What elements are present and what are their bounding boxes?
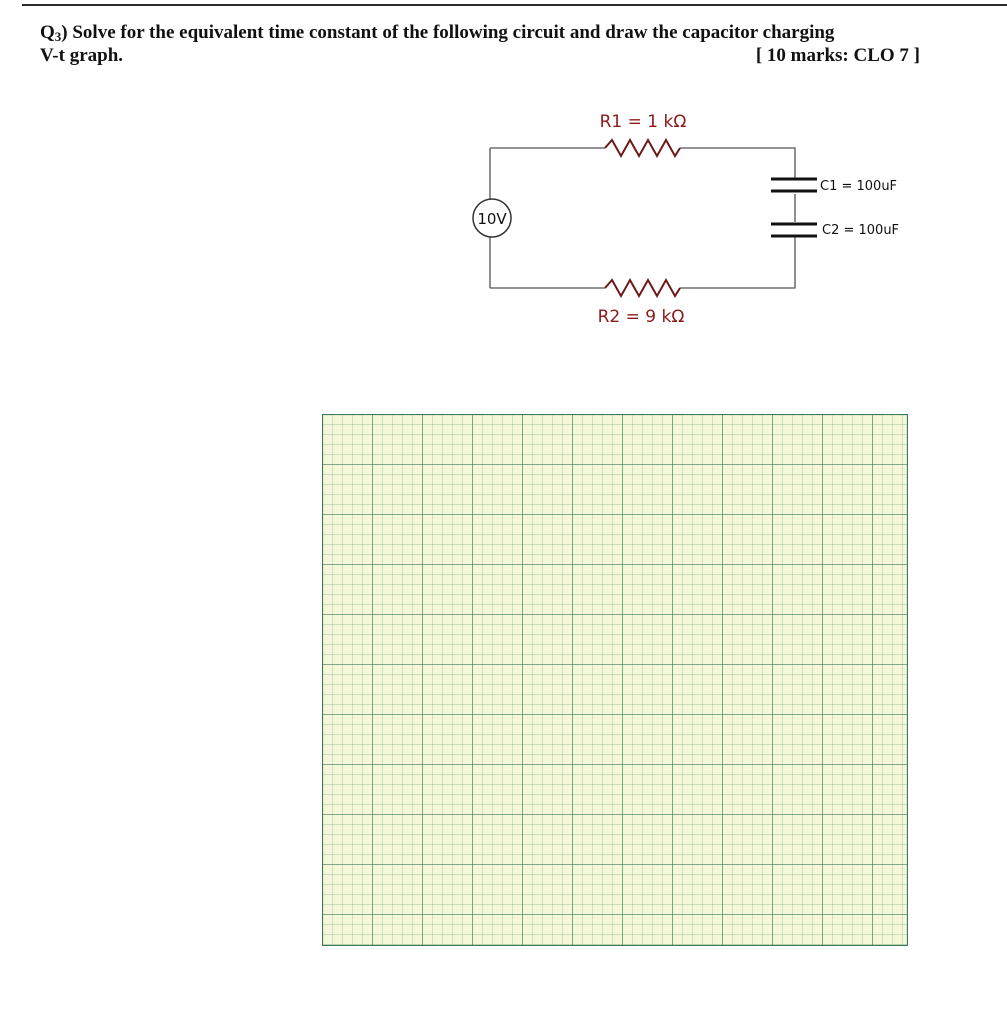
- question-number: $Q_3$: [40, 22, 62, 44]
- circuit-diagram: [0, 0, 1007, 400]
- r2-label: R2 = 9 kΩ: [597, 307, 685, 327]
- marks-label: [ 10 marks: CLO 7 ]: [755, 45, 920, 66]
- question-body: ) Solve for the equivalent time constant of the following circuit and draw the capacitor charging: [61, 22, 835, 43]
- r1-label: R1 = 1 kΩ: [599, 112, 687, 132]
- r2-zigzag: [605, 280, 680, 296]
- c1-label: C1 = 100uF: [820, 179, 898, 194]
- c2-label: C2 = 100uF: [822, 223, 900, 238]
- question-body-line2: V-t graph.: [40, 45, 124, 66]
- source-label: 10V: [477, 210, 507, 228]
- wire-bottom-right: [680, 236, 795, 288]
- graph-paper: [322, 414, 908, 946]
- wire-top-right: [680, 148, 795, 178]
- graph-grid: [322, 414, 908, 946]
- r1-zigzag: [605, 140, 680, 156]
